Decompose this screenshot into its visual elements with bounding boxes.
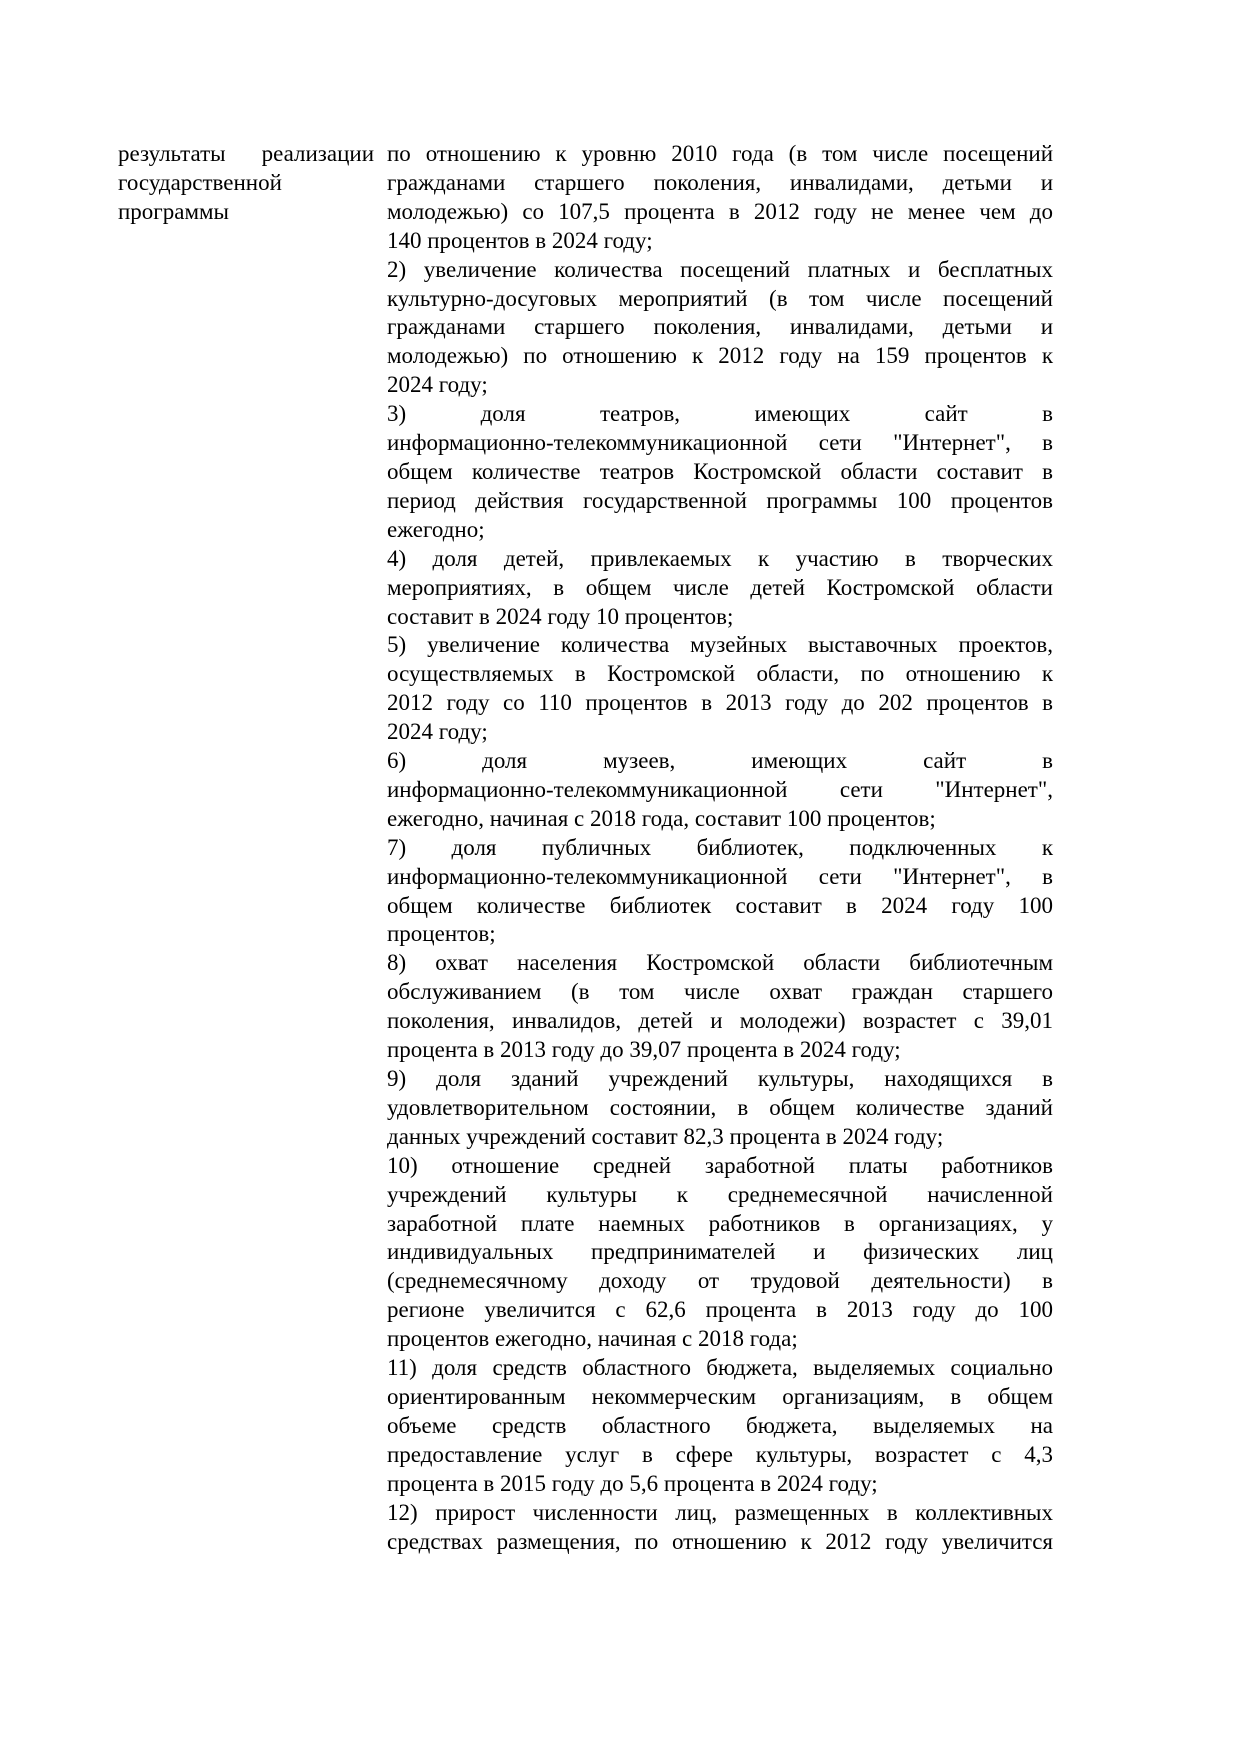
- text-line: молодежью) со 107,5 процента в 2012 году не менее чем до: [387, 198, 1053, 224]
- text-line: учреждений культуры к среднемесячной начисленной: [387, 1181, 1053, 1207]
- paragraph-6: [387, 747, 1053, 834]
- text-line: 10) отношение средней заработной платы работников: [387, 1152, 1053, 1178]
- text-line: 6) доля музеев, имеющих сайт в: [387, 748, 1053, 774]
- text-line: 2012 году со 110 процентов в 2013 году до 202 процентов в: [387, 690, 1053, 716]
- text-line: процента в 2015 году до 5,6 процента в 2024 году;: [387, 1470, 878, 1496]
- text-line: программы: [118, 198, 230, 224]
- text-line: 140 процентов в 2024 году;: [387, 227, 653, 253]
- text-line: гражданами старшего поколения, инвалидами, детьми и: [387, 169, 1053, 195]
- text-line: данных учреждений составит 82,3 процента в 2024 году;: [387, 1123, 944, 1149]
- text-line: 5) увеличение количества музейных выставочных проектов,: [387, 632, 1053, 658]
- paragraph-11: [387, 1354, 1053, 1499]
- text-line: 12) прирост численности лиц, размещенных в коллективных: [387, 1499, 1053, 1525]
- text-line: общем количестве библиотек составит в 2024 году 100: [387, 892, 1053, 918]
- text-line: 4) доля детей, привлекаемых к участию в творческих: [387, 545, 1053, 571]
- text-line: заработной плате наемных работников в организациях, у: [387, 1210, 1053, 1236]
- paragraph-9: [387, 1065, 1053, 1152]
- text-line: удовлетворительном состоянии, в общем количестве зданий: [387, 1094, 1053, 1120]
- paragraph-4: [387, 545, 1053, 632]
- row-header-column-program-results: [118, 140, 374, 227]
- paragraph-3: [387, 400, 1053, 545]
- paragraph-5: [387, 631, 1053, 747]
- text-line: предоставление услуг в сфере культуры, возрастет с 4,3: [387, 1441, 1053, 1467]
- text-line: мероприятиях, в общем числе детей Костромской области: [387, 574, 1053, 600]
- text-line: информационно-телекоммуникационной сети "Интернет",: [387, 776, 1053, 802]
- text-line: составит в 2024 году 10 процентов;: [387, 603, 734, 629]
- text-line: 3) доля театров, имеющих сайт в: [387, 401, 1053, 427]
- text-line: гражданами старшего поколения, инвалидами, детьми и: [387, 314, 1053, 340]
- text-line: период действия государственной программы 100 процентов: [387, 487, 1053, 513]
- text-line: обслуживанием (в том числе охват граждан старшего: [387, 979, 1053, 1005]
- text-line: 8) охват населения Костромской области библиотечным: [387, 950, 1053, 976]
- text-line: индивидуальных предпринимателей и физических лиц: [387, 1239, 1053, 1265]
- text-line: ежегодно, начиная с 2018 года, составит 100 процентов;: [387, 805, 936, 831]
- text-line: 7) доля публичных библиотек, подключенных к: [387, 834, 1053, 860]
- paragraph-12: [387, 1499, 1053, 1557]
- paragraph-2: [387, 256, 1053, 401]
- text-line: общем количестве театров Костромской области составит в: [387, 458, 1053, 484]
- text-line: процентов ежегодно, начиная с 2018 года;: [387, 1326, 798, 1352]
- text-line: культурно-досуговых мероприятий (в том числе посещений: [387, 285, 1053, 311]
- text-line: процента в 2013 году до 39,07 процента в 2024 году;: [387, 1037, 901, 1063]
- text-line: поколения, инвалидов, детей и молодежи) возрастет с 39,01: [387, 1008, 1053, 1034]
- paragraph-1: [387, 140, 1053, 256]
- text-line: процентов;: [387, 921, 496, 947]
- content-column-program-results-text: [387, 140, 1053, 1556]
- text-line: 2024 году;: [387, 372, 488, 398]
- paragraph-8: [387, 949, 1053, 1065]
- paragraph-7: [387, 834, 1053, 950]
- text-line: молодежью) по отношению к 2012 году на 159 процентов к: [387, 343, 1053, 369]
- text-line: 11) доля средств областного бюджета, выделяемых социально: [387, 1355, 1053, 1381]
- text-line: информационно-телекоммуникационной сети "Интернет", в: [387, 863, 1053, 889]
- text-line: регионе увеличится с 62,6 процента в 2013 году до 100: [387, 1297, 1053, 1323]
- text-line: осуществляемых в Костромской области, по отношению к: [387, 661, 1053, 687]
- text-line: 9) доля зданий учреждений культуры, находящихся в: [387, 1066, 1053, 1091]
- text-line: 2024 году;: [387, 719, 488, 745]
- text-line: ориентированным некоммерческим организациям, в общем: [387, 1383, 1053, 1409]
- text-line: ежегодно;: [387, 516, 485, 542]
- text-line: средствах размещения, по отношению к 2012 году увеличится: [387, 1528, 1053, 1554]
- paragraph-left-1: [118, 140, 374, 227]
- text-line: результаты реализации: [118, 141, 374, 166]
- text-line: информационно-телекоммуникационной сети "Интернет", в: [387, 430, 1053, 456]
- paragraph-10: [387, 1152, 1053, 1354]
- text-line: государственной: [118, 169, 282, 195]
- text-line: объеме средств областного бюджета, выделяемых на: [387, 1412, 1053, 1438]
- text-line: (среднемесячному доходу от трудовой деятельности) в: [387, 1268, 1053, 1294]
- text-line: 2) увеличение количества посещений платных и бесплатных: [387, 256, 1053, 282]
- text-line: по отношению к уровню 2010 года (в том числе посещений: [387, 141, 1053, 166]
